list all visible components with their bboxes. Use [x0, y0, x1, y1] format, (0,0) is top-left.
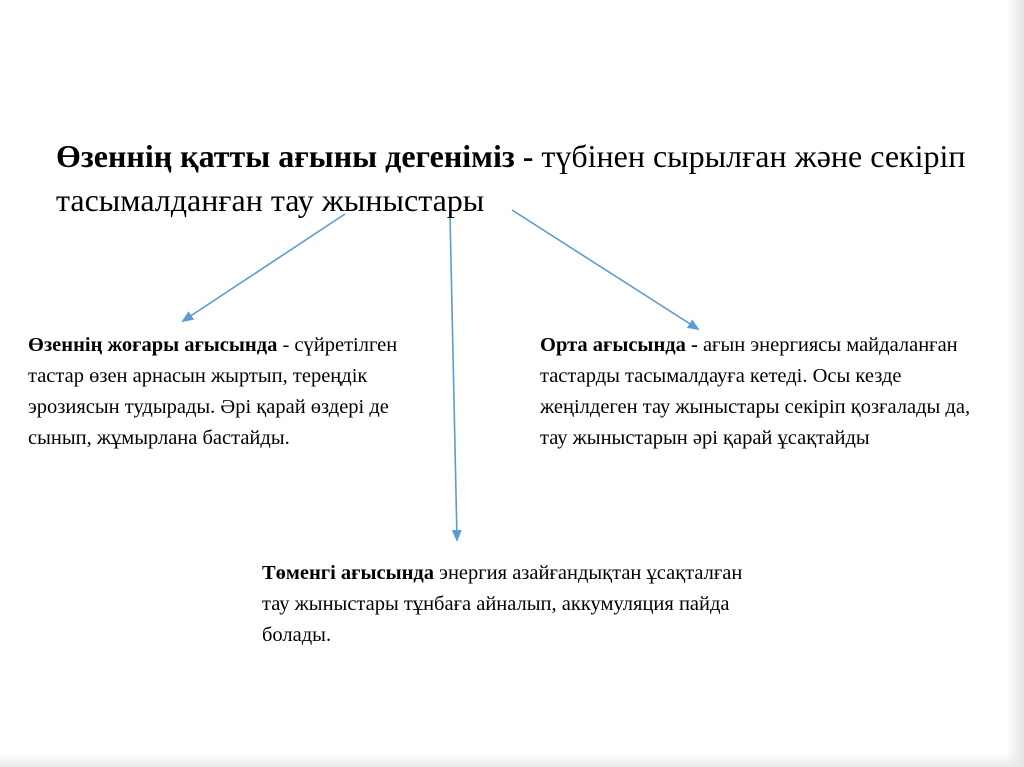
middle-course-text: ағын энергиясы майдаланған тастарды тасымалдауға кетеді. Осы кезде жеңілдеген тау жыныстары секіріп қозғалады да, тау жыныстарын әрі қарай ұсақтайды [540, 334, 971, 449]
upper-course-block [28, 330, 428, 454]
arrow-to-upper-course [183, 214, 345, 321]
lower-course-text: энергия азайғандықтан ұсақталған тау жыныстары тұнбаға айналып, аккумуляция пайда болады. [262, 562, 743, 646]
lower-course-block [262, 558, 762, 651]
slide-shadow-right [1006, 0, 1024, 767]
slide-title [56, 134, 986, 222]
arrow-to-lower-course [450, 214, 457, 540]
upper-course-text: - сүйретілген тастар өзен арнасын жыртып, тереңдік эрозиясын тудырады. Әрі қарай өздері де сынып, жұмырлана бастайды. [28, 334, 398, 449]
title-definition: түбінен сырылған және секіріп тасымалданған тау жыныстары [56, 138, 966, 218]
slide-shadow-bottom [0, 753, 1024, 767]
middle-course-heading: Орта ағысында - [540, 334, 703, 356]
middle-course-block [540, 330, 980, 454]
lower-course-heading: Төменгі ағысында [262, 562, 435, 584]
title-term: Өзеннің қатты ағыны дегеніміз - [56, 138, 542, 174]
upper-course-heading: Өзеннің жоғары ағысында [28, 334, 278, 356]
arrow-to-middle-course [512, 210, 698, 329]
